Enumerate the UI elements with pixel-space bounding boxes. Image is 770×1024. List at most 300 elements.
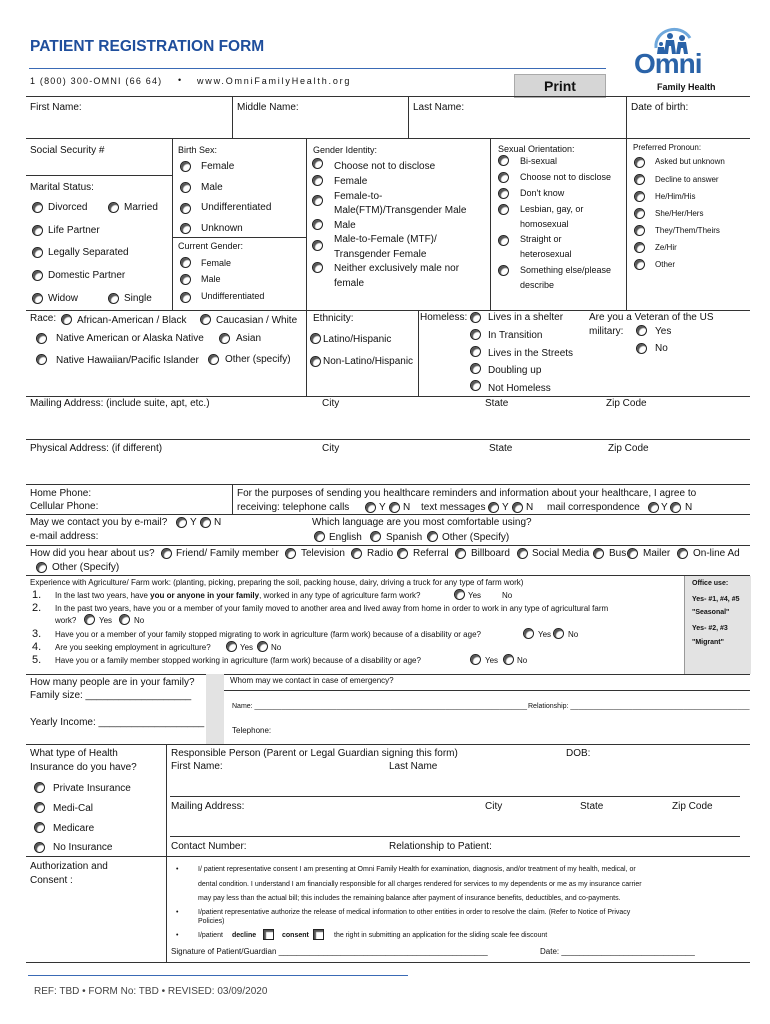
- veteran-no-radio[interactable]: [636, 343, 647, 354]
- agri-q1a: In the last two years, have: [55, 591, 151, 600]
- race-label: Race:: [30, 313, 57, 324]
- private-insurance-label: Private Insurance: [53, 783, 131, 794]
- pr-opt3-radio[interactable]: [634, 191, 645, 202]
- q3-yes-radio[interactable]: [523, 628, 534, 639]
- married-radio[interactable]: [108, 202, 119, 213]
- hear-opt5-radio[interactable]: [455, 548, 466, 559]
- so-opt6b-label: describe: [520, 280, 555, 290]
- hear-opt6-label: Social Media: [532, 548, 590, 559]
- birth-female-radio[interactable]: [180, 161, 191, 172]
- hear-opt1-radio[interactable]: [161, 548, 172, 559]
- responsible-contact: Contact Number:: [171, 841, 247, 852]
- single-label: Single: [124, 293, 152, 304]
- mail-no-radio[interactable]: [670, 502, 681, 513]
- gi-opt1-label: Choose not to disclose: [334, 161, 436, 172]
- responsible-last: Last Name: [389, 761, 438, 772]
- hear-opt6-radio[interactable]: [517, 548, 528, 559]
- gi-opt2-label: Female: [334, 176, 368, 187]
- consent-text: For the purposes of sending you healthcare reminders and information about your healthcare, I agree to: [237, 488, 697, 499]
- text-y: Y: [502, 502, 509, 513]
- office-code2: Yes- #2, #3: [692, 625, 728, 632]
- family-divider-shade: [206, 674, 224, 744]
- text-yes-radio[interactable]: [488, 502, 499, 513]
- hear-opt9-radio[interactable]: [677, 548, 688, 559]
- pr-opt1-label: Asked but unknown: [655, 157, 725, 166]
- q3-yes-label: Yes: [538, 630, 552, 639]
- rule: [26, 744, 750, 745]
- auth-bullet-3: •: [176, 932, 179, 939]
- text-label: text messages: [421, 502, 486, 513]
- hl-opt5-label: Not Homeless: [488, 383, 551, 394]
- veteran-yes-radio[interactable]: [636, 325, 647, 336]
- pr-opt3-label: He/Him/His: [655, 192, 696, 201]
- gi-opt2-radio[interactable]: [312, 175, 323, 186]
- birth-unknown-label: Unknown: [201, 223, 243, 234]
- print-label: Print: [544, 78, 576, 94]
- email-yes-radio[interactable]: [176, 517, 187, 528]
- text-n: N: [526, 502, 534, 513]
- family-size: Family size: ___________________: [30, 690, 192, 701]
- gi-opt3b-label: Male(FTM)/Transgender Male: [334, 205, 467, 216]
- rule: [26, 514, 750, 515]
- so-opt6a-label: Something else/please: [520, 265, 612, 275]
- agri-intro: Experience with Agriculture/ Farm work: (planting, picking, preparing the soil, packing house, dairy, driving a truck for any type of farm work): [30, 578, 524, 587]
- gi-opt6a-label: Neither exclusively male nor: [334, 263, 460, 274]
- mailing-zip: Zip Code: [606, 398, 647, 409]
- responsible-mailing: Mailing Address:: [171, 801, 245, 812]
- hl-opt3-radio[interactable]: [470, 346, 481, 357]
- hear-opt10-label: Other (Specify): [52, 562, 120, 573]
- hear-opt3-radio[interactable]: [351, 548, 362, 559]
- responsible-dob: DOB:: [566, 748, 591, 759]
- gi-opt3-radio[interactable]: [312, 195, 323, 206]
- bullet: •: [178, 75, 182, 85]
- life-partner-radio[interactable]: [32, 225, 43, 236]
- so-opt4-radio[interactable]: [498, 204, 509, 215]
- mail-label: mail correspondence: [547, 502, 640, 513]
- veteran-yes-label: Yes: [655, 326, 672, 337]
- hear-opt9-label: On-line Ad: [693, 548, 740, 559]
- marital-label: Marital Status:: [30, 182, 94, 193]
- mailing-label: Mailing Address: (include suite, apt, etc.): [30, 398, 210, 409]
- gi-opt6-radio[interactable]: [312, 262, 323, 273]
- ethnicity-label: Ethnicity:: [313, 313, 354, 324]
- rule: [224, 690, 750, 691]
- hear-opt7-label: Bus: [609, 548, 627, 559]
- rule: [626, 138, 627, 310]
- no-insurance-label: No Insurance: [53, 842, 113, 853]
- q2-no-label: No: [134, 616, 145, 625]
- race-opt3-radio[interactable]: [36, 333, 47, 344]
- rule: [26, 674, 750, 675]
- single-radio[interactable]: [108, 293, 119, 304]
- separated-radio[interactable]: [32, 247, 43, 258]
- agri-q1: [55, 591, 421, 600]
- receiving-label: receiving: telephone calls: [237, 502, 350, 513]
- form-title: PATIENT REGISTRATION FORM: [30, 38, 265, 55]
- birth-unknown-radio[interactable]: [180, 223, 191, 234]
- signature-line: Signature of Patient/Guardian _______________________________________________: [171, 947, 488, 956]
- office-use-label: Office use:: [692, 580, 729, 587]
- race-opt4-label: Asian: [236, 333, 262, 344]
- auth-bullet-1: •: [176, 866, 179, 873]
- responsible-state: State: [580, 801, 604, 812]
- gi-opt4-radio[interactable]: [312, 219, 323, 230]
- auth-decline: decline: [232, 932, 257, 939]
- auth-b3b: the right in submitting an application for the sliding scale fee discount: [334, 932, 548, 939]
- q2-no-radio[interactable]: [119, 614, 130, 625]
- rule: [408, 96, 409, 138]
- rule: [306, 138, 307, 310]
- orientation-label: Sexual Orientation:: [498, 144, 575, 154]
- veteran-label-2: military:: [589, 326, 624, 337]
- phone-number: 1 (800) 300-OMNI (66 64): [30, 76, 163, 86]
- physical-label: Physical Address: (if different): [30, 443, 163, 454]
- auth-b2a: I/patient representative authorize the release of medical information to other entities in order to resolve the claim. (Refer to Notice of Privacy: [198, 909, 631, 916]
- hear-opt2-radio[interactable]: [285, 548, 296, 559]
- consent-checkbox[interactable]: [313, 929, 324, 940]
- rule: [26, 575, 750, 576]
- gi-opt5b-label: Transgender Female: [334, 249, 427, 260]
- language-question: Which language are you most comfortable using?: [312, 517, 532, 528]
- hear-opt8-label: Mailer: [643, 548, 671, 559]
- auth-b2b: Policies): [198, 918, 225, 925]
- hl-opt1-radio[interactable]: [470, 312, 481, 323]
- agri-n1: 1.: [32, 589, 42, 601]
- pr-opt6-radio[interactable]: [634, 242, 645, 253]
- medi-cal-radio[interactable]: [34, 802, 45, 813]
- pr-opt4-label: She/Her/Hers: [655, 209, 704, 218]
- race-opt2-radio[interactable]: [200, 314, 211, 325]
- auth-b3a: I/patient: [198, 932, 223, 939]
- hear-opt4-label: Referral: [413, 548, 449, 559]
- hl-opt3-label: Lives in the Streets: [488, 348, 574, 359]
- eth-opt2-radio[interactable]: [310, 356, 321, 367]
- emergency-relationship: Relationship: ______________________________________________: [528, 703, 750, 710]
- hear-opt1-label: Friend/ Family member: [176, 548, 279, 559]
- rule: [26, 545, 750, 546]
- last-name-label: Last Name:: [413, 102, 465, 113]
- agri-q2b: work?: [55, 616, 77, 625]
- hear-opt4-radio[interactable]: [397, 548, 408, 559]
- agri-n4: 4.: [32, 641, 42, 653]
- auth-label-1: Authorization and: [30, 861, 108, 872]
- hl-opt1-label: Lives in a shelter: [488, 312, 564, 323]
- hear-opt10-radio[interactable]: [36, 562, 47, 573]
- office-migrant: "Migrant": [692, 639, 724, 646]
- footer-rule: [28, 975, 408, 976]
- rule: [166, 744, 167, 856]
- so-opt2-label: Choose not to disclose: [520, 172, 612, 182]
- married-label: Married: [124, 202, 158, 213]
- homeless-label: Homeless:: [420, 312, 468, 323]
- logo-text: Omni: [634, 48, 702, 79]
- agri-q5: Have you or a family member stopped working in agriculture (farm work) because of a disability or age?: [55, 656, 421, 665]
- so-opt6-radio[interactable]: [498, 265, 509, 276]
- rule: [26, 484, 750, 485]
- q1-yes-radio[interactable]: [454, 589, 465, 600]
- domestic-partner-label: Domestic Partner: [48, 270, 126, 281]
- english-label: English: [329, 532, 362, 543]
- rule: [26, 175, 172, 176]
- rule: [232, 96, 233, 138]
- header-rule: [29, 68, 606, 69]
- birth-sex-label: Birth Sex:: [178, 145, 218, 155]
- calls-n: N: [403, 502, 411, 513]
- race-opt1-radio[interactable]: [61, 314, 72, 325]
- rule: [232, 484, 233, 514]
- q1-yes-label: Yes: [468, 591, 482, 600]
- email-question: May we contact you by e-mail?: [30, 517, 168, 528]
- so-opt4a-label: Lesbian, gay, or: [520, 204, 584, 214]
- website: www.OmniFamilyHealth.org: [197, 76, 352, 86]
- widow-label: Widow: [48, 293, 79, 304]
- responsible-first: First Name:: [171, 761, 223, 772]
- office-seasonal: "Seasonal": [692, 609, 730, 616]
- eth-opt1-label: Latino/Hispanic: [323, 334, 392, 345]
- q2-yes-label: Yes: [99, 616, 113, 625]
- family-question: How many people are in your family?: [30, 677, 195, 688]
- hear-opt2-label: Television: [301, 548, 345, 559]
- gi-opt1-radio[interactable]: [312, 158, 323, 169]
- ssn-label: Social Security #: [30, 145, 105, 156]
- gi-opt4-label: Male: [334, 220, 356, 231]
- medicare-radio[interactable]: [34, 822, 45, 833]
- pr-opt5-label: They/Them/Theirs: [655, 226, 720, 235]
- gi-opt6b-label: female: [334, 278, 365, 289]
- so-opt3-radio[interactable]: [498, 188, 509, 199]
- mailing-state: State: [485, 398, 509, 409]
- lang-other-label: Other (Specify): [442, 532, 510, 543]
- q5-no-label: No: [517, 656, 528, 665]
- date-line: Date: ______________________________: [540, 947, 695, 956]
- email-address-label: e-mail address:: [30, 531, 99, 542]
- lang-other-radio[interactable]: [427, 531, 438, 542]
- first-name-label: First Name:: [30, 102, 82, 113]
- divorced-label: Divorced: [48, 202, 88, 213]
- calls-y: Y: [379, 502, 386, 513]
- physical-state: State: [489, 443, 513, 454]
- q5-yes-radio[interactable]: [470, 654, 481, 665]
- veteran-no-label: No: [655, 343, 668, 354]
- birth-male-label: Male: [201, 182, 223, 193]
- race-opt5-label: Native Hawaiian/Pacific Islander: [56, 355, 199, 366]
- q2-yes-radio[interactable]: [84, 614, 95, 625]
- responsible-relationship: Relationship to Patient:: [389, 841, 492, 852]
- cur-undiff-radio[interactable]: [180, 292, 191, 303]
- insurance-q1: What type of Health: [30, 748, 118, 759]
- gi-opt5a-label: Male-to-Female (MTF)/: [334, 234, 437, 245]
- gi-opt5-radio[interactable]: [312, 240, 323, 251]
- yearly-income: Yearly Income: ___________________: [30, 717, 205, 728]
- pr-opt6-label: Ze/Hir: [655, 243, 677, 252]
- pr-opt2-radio[interactable]: [634, 174, 645, 185]
- birth-undiff-radio[interactable]: [180, 203, 191, 214]
- pr-opt7-label: Other: [655, 260, 676, 269]
- rule: [26, 856, 750, 857]
- race-opt4-radio[interactable]: [219, 333, 230, 344]
- rule: [172, 138, 173, 310]
- agri-q1b: you or anyone in your family: [150, 591, 260, 600]
- pronoun-label: Preferred Pronoun:: [633, 143, 702, 152]
- race-opt1-label: African-American / Black: [77, 315, 187, 326]
- birth-undiff-label: Undifferentiated: [201, 202, 272, 213]
- so-opt5b-label: heterosexual: [520, 249, 572, 259]
- auth-b1b: dental condition. I understand I am financially responsible for all charges rendered for services to my dependents or me as my insurance carrier: [198, 881, 642, 888]
- gender-identity-label: Gender Identity:: [313, 145, 378, 155]
- q5-yes-label: Yes: [485, 656, 499, 665]
- emergency-telephone: Telephone:: [232, 726, 272, 735]
- agri-q1c: , worked in any type of agriculture farm work?: [259, 591, 421, 600]
- medicare-label: Medicare: [53, 823, 95, 834]
- hl-opt4-label: Doubling up: [488, 365, 542, 376]
- office-code1: Yes- #1, #4, #5: [692, 596, 740, 603]
- rule: [26, 138, 750, 139]
- auth-b1c: may pay less than the actual bill; this includes the remaining balance after payment of insurance benefits, deductibles, and co-payments.: [198, 895, 621, 902]
- rule: [166, 856, 167, 962]
- mailing-city: City: [322, 398, 340, 409]
- eth-opt1-radio[interactable]: [310, 333, 321, 344]
- cur-male-label: Male: [201, 274, 221, 284]
- hear-opt7-radio[interactable]: [593, 548, 604, 559]
- no-insurance-radio[interactable]: [34, 842, 45, 853]
- rule: [26, 396, 750, 397]
- so-opt1-label: Bi-sexual: [520, 156, 558, 166]
- hear-opt3-label: Radio: [367, 548, 394, 559]
- race-opt2-label: Caucasian / White: [216, 315, 298, 326]
- auth-b1a: I/ patient representative consent I am presenting at Omni Family Health for examination, diagnosis, and/or treatment of my health, medical, or: [198, 866, 636, 873]
- q3-no-label: No: [568, 630, 579, 639]
- calls-no-radio[interactable]: [389, 502, 400, 513]
- eth-opt2-label: Non-Latino/Hispanic: [323, 356, 414, 367]
- emergency-label: Whom may we contact in case of emergency?: [230, 676, 394, 685]
- current-gender-label: Current Gender:: [178, 241, 244, 251]
- race-opt6-radio[interactable]: [208, 354, 219, 365]
- rule: [26, 962, 750, 963]
- dob-label: Date of birth:: [631, 102, 689, 113]
- spanish-radio[interactable]: [370, 531, 381, 542]
- physical-zip: Zip Code: [608, 443, 649, 454]
- insurance-q2: Insurance do you have?: [30, 762, 137, 773]
- rule: [26, 310, 750, 311]
- spanish-label: Spanish: [386, 532, 423, 543]
- so-opt1-radio[interactable]: [498, 155, 509, 166]
- email-no-radio[interactable]: [200, 517, 211, 528]
- print-button[interactable]: [514, 74, 606, 98]
- decline-checkbox[interactable]: [263, 929, 274, 940]
- so-opt2-radio[interactable]: [498, 172, 509, 183]
- cur-undiff-label: Undifferentiated: [201, 291, 265, 301]
- rule: [170, 796, 740, 797]
- rule: [170, 836, 740, 837]
- q3-no-radio[interactable]: [553, 628, 564, 639]
- english-radio[interactable]: [314, 531, 325, 542]
- emergency-name: Name: ______________________________________________________________________: [232, 703, 528, 710]
- cur-female-radio[interactable]: [180, 257, 191, 268]
- agri-q4: Are you seeking employment in agriculture?: [55, 643, 211, 652]
- pr-opt1-radio[interactable]: [634, 157, 645, 168]
- race-opt3-label: Native American or Alaska Native: [56, 333, 204, 344]
- race-opt5-radio[interactable]: [36, 354, 47, 365]
- rule: [490, 138, 491, 310]
- q1-no-label: No: [502, 591, 513, 600]
- agri-n5: 5.: [32, 654, 42, 666]
- hear-opt8-radio[interactable]: [627, 548, 638, 559]
- q4-yes-label: Yes: [240, 643, 254, 652]
- agri-q3: Have you or a member of your family stopped migrating to work in agriculture (farm work) because of a disability or age?: [55, 630, 481, 639]
- cell-phone-label: Cellular Phone:: [30, 501, 99, 512]
- widow-radio[interactable]: [32, 293, 43, 304]
- q4-no-label: No: [271, 643, 282, 652]
- so-opt4b-label: homosexual: [520, 219, 569, 229]
- text-no-radio[interactable]: [512, 502, 523, 513]
- home-phone-label: Home Phone:: [30, 488, 92, 499]
- pr-opt2-label: Decline to answer: [655, 175, 719, 184]
- rule: [306, 310, 307, 396]
- q4-no-radio[interactable]: [257, 641, 268, 652]
- rule: [418, 310, 419, 396]
- separated-label: Legally Separated: [48, 247, 129, 258]
- race-opt6-label: Other (specify): [225, 354, 291, 365]
- calls-yes-radio[interactable]: [365, 502, 376, 513]
- rule: [626, 96, 627, 138]
- gi-opt3a-label: Female-to-: [334, 191, 383, 202]
- rule: [172, 237, 306, 238]
- life-partner-label: Life Partner: [48, 225, 100, 236]
- domestic-partner-radio[interactable]: [32, 270, 43, 281]
- hear-opt5-label: Billboard: [471, 548, 510, 559]
- pr-opt7-radio[interactable]: [634, 259, 645, 270]
- divorced-radio[interactable]: [32, 202, 43, 213]
- auth-label-2: Consent :: [30, 875, 73, 886]
- mail-yes-radio[interactable]: [648, 502, 659, 513]
- footer-text: REF: TBD • FORM No: TBD • REVISED: 03/09/2020: [34, 986, 268, 997]
- auth-bullet-2: •: [176, 909, 179, 916]
- agri-q2: In the past two years, have you or a member of your family moved to another area and lived away from home in order to work in any type of agricultural farm: [55, 604, 609, 613]
- hl-opt4-radio[interactable]: [470, 363, 481, 374]
- responsible-label: Responsible Person (Parent or Legal Guardian signing this form): [171, 748, 458, 759]
- so-opt5a-label: Straight or: [520, 234, 562, 244]
- so-opt5-radio[interactable]: [498, 235, 509, 246]
- veteran-label-1: Are you a Veteran of the US: [589, 312, 714, 323]
- cur-male-radio[interactable]: [180, 274, 191, 285]
- q4-yes-radio[interactable]: [226, 641, 237, 652]
- agri-n2: 2.: [32, 602, 42, 614]
- middle-name-label: Middle Name:: [237, 102, 299, 113]
- rule: [26, 96, 750, 97]
- pr-opt5-radio[interactable]: [634, 225, 645, 236]
- pr-opt4-radio[interactable]: [634, 208, 645, 219]
- rule: [26, 439, 750, 440]
- hl-opt2-label: In Transition: [488, 330, 543, 341]
- private-insurance-radio[interactable]: [34, 782, 45, 793]
- agri-n3: 3.: [32, 628, 42, 640]
- email-y: Y: [190, 517, 197, 528]
- hear-question: How did you hear about us?: [30, 548, 155, 559]
- medi-cal-label: Medi-Cal: [53, 803, 94, 814]
- q5-no-radio[interactable]: [503, 654, 514, 665]
- auth-consent: consent: [282, 932, 309, 939]
- responsible-city: City: [485, 801, 503, 812]
- mail-n: N: [685, 502, 693, 513]
- birth-male-radio[interactable]: [180, 182, 191, 193]
- email-n: N: [214, 517, 222, 528]
- so-opt3-label: Don't know: [520, 188, 565, 198]
- birth-female-label: Female: [201, 161, 235, 172]
- hl-opt2-radio[interactable]: [470, 329, 481, 340]
- hl-opt5-radio[interactable]: [470, 380, 481, 391]
- logo-subtext: Family Health: [657, 82, 716, 92]
